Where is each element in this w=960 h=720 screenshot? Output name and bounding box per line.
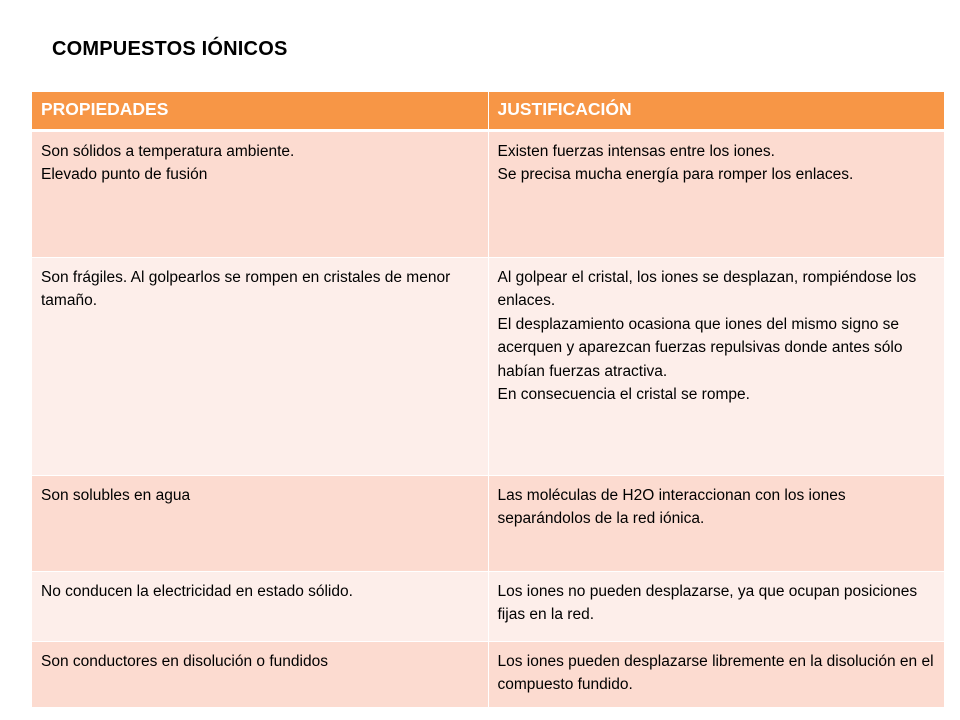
cell-line: En consecuencia el cristal se rompe. [497, 386, 750, 404]
cell-line: Las moléculas de H2O interaccionan con los iones separándolos de la red iónica. [497, 486, 846, 528]
table-row [32, 571, 944, 641]
page-title: COMPUESTOS IÓNICOS [52, 38, 288, 60]
cell-line: Son sólidos a temperatura ambiente. [41, 142, 295, 160]
cell-line: Son conductores en disolución o fundidos [41, 652, 328, 670]
table-row [32, 130, 944, 257]
justificacion-cell [488, 571, 944, 641]
header-propiedades: PROPIEDADES [32, 92, 488, 130]
propiedad-cell [32, 130, 488, 257]
table-row [32, 641, 944, 707]
table-row [32, 475, 944, 571]
justificacion-cell [488, 641, 944, 707]
propiedad-cell [32, 571, 488, 641]
cell-line: Son solubles en agua [41, 486, 191, 504]
cell-line: Existen fuerzas intensas entre los iones. [497, 142, 775, 160]
cell-line: Son frágiles. Al golpearlos se rompen en cristales de menor tamaño. [41, 268, 451, 310]
cell-line: Los iones pueden desplazarse libremente en la disolución en el compuesto fundido. [497, 652, 934, 694]
cell-line: No conducen la electricidad en estado sólido. [41, 582, 353, 600]
justificacion-cell [488, 130, 944, 257]
header-justificacion: JUSTIFICACIÓN [488, 92, 944, 130]
properties-table [32, 92, 944, 708]
table-header-row [32, 92, 944, 130]
propiedad-cell [32, 475, 488, 571]
cell-line: Al golpear el cristal, los iones se desplazan, rompiéndose los enlaces. [497, 268, 917, 310]
justificacion-cell [488, 475, 944, 571]
table-row [32, 257, 944, 475]
propiedad-cell [32, 641, 488, 707]
cell-line: Los iones no pueden desplazarse, ya que ocupan posiciones fijas en la red. [497, 582, 918, 624]
cell-line: Se precisa mucha energía para romper los enlaces. [497, 166, 854, 184]
propiedad-cell [32, 257, 488, 475]
cell-line: El desplazamiento ocasiona que iones del mismo signo se acerquen y aparezcan fuerzas repulsivas donde antes sólo habían fuerzas atractiva. [497, 315, 903, 380]
justificacion-cell [488, 257, 944, 475]
cell-line: Elevado punto de fusión [41, 166, 208, 184]
